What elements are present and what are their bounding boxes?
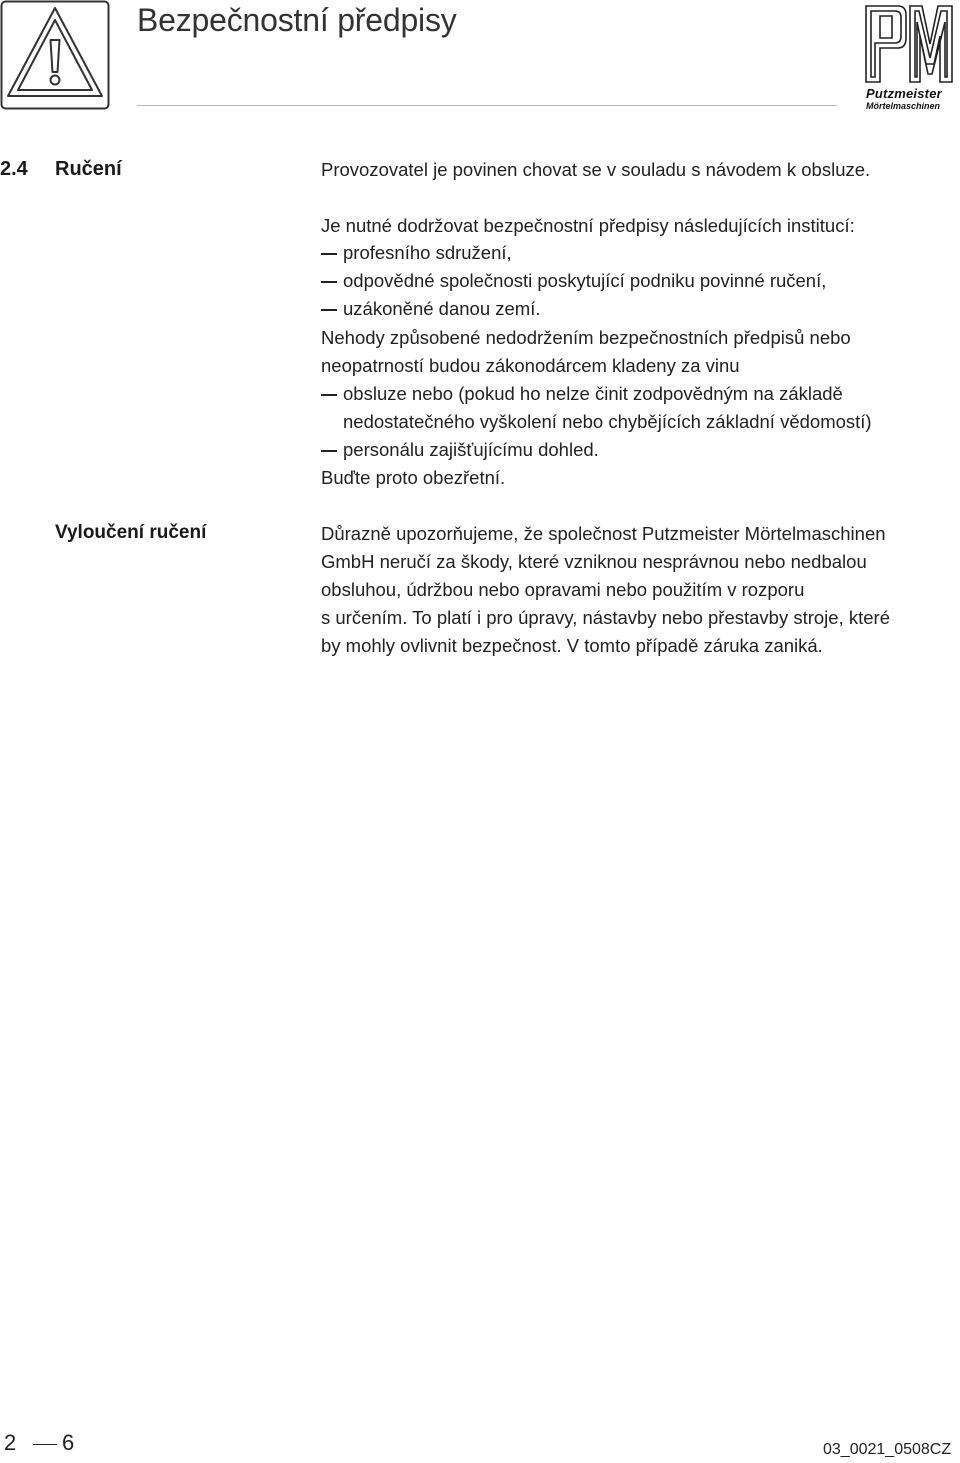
list-item: profesního sdružení,	[343, 242, 512, 263]
bullet-dash	[321, 253, 337, 255]
footer-separator	[33, 1444, 57, 1445]
logo-subtitle: Mörtelmaschinen	[866, 101, 941, 111]
section-title: Ručení	[55, 158, 122, 180]
exclusion-line: GmbH neručí za škody, které vzniknou nesprávnou nebo nedbalou	[321, 551, 867, 572]
header-divider	[137, 105, 837, 106]
putzmeister-logo	[862, 2, 956, 111]
footer-page-number: 6	[62, 1430, 75, 1455]
bullet-dash	[321, 450, 337, 452]
exclusion-line: obsluhou, údržbou nebo opravami nebo použitím v rozporu	[321, 579, 805, 600]
bullet-dash	[321, 394, 337, 396]
paragraph-operator-duty: Provozovatel je povinen chovat se v souladu s návodem k obsluze.	[321, 159, 871, 180]
bullet-dash	[321, 309, 337, 311]
paragraph-accidents: Nehody způsobené nedodržením bezpečnostních předpisů nebo	[321, 327, 851, 348]
page-title: Bezpečnostní předpisy	[137, 2, 457, 38]
list-item: uzákoněné danou zemí.	[343, 298, 541, 319]
paragraph-accidents-cont: neopatrností budou zákonodárcem kladeny za vinu	[321, 355, 740, 376]
section-number: 2.4	[0, 158, 28, 180]
list-item: personálu zajišťujícímu dohled.	[343, 439, 599, 460]
bullet-dash	[321, 281, 337, 283]
list-item: odpovědné společnosti poskytující podniku povinné ručení,	[343, 270, 827, 291]
list-item: obsluze nebo (pokud ho nelze činit zodpovědným na základě	[343, 383, 843, 404]
warning-triangle-icon	[0, 0, 110, 110]
side-heading-exclusion: Vyloučení ručení	[55, 522, 207, 543]
paragraph-regulations-intro: Je nutné dodržovat bezpečnostní předpisy následujících institucí:	[321, 215, 855, 236]
footer-chapter-number: 2	[4, 1430, 17, 1455]
logo-name: Putzmeister	[866, 86, 942, 101]
exclusion-line: s určením. To platí i pro úpravy, nástavby nebo přestavby stroje, které	[321, 607, 890, 628]
footer-doc-code: 03_0021_0508CZ	[823, 1441, 952, 1458]
paragraph-caution: Buďte proto obezřetní.	[321, 467, 506, 488]
exclusion-line: Důrazně upozorňujeme, že společnost Putzmeister Mörtelmaschinen	[321, 523, 886, 544]
list-item-cont: nedostatečného vyškolení nebo chybějících základní vědomostí)	[343, 411, 872, 432]
exclusion-line: by mohly ovlivnit bezpečnost. V tomto případě záruka zaniká.	[321, 635, 823, 656]
